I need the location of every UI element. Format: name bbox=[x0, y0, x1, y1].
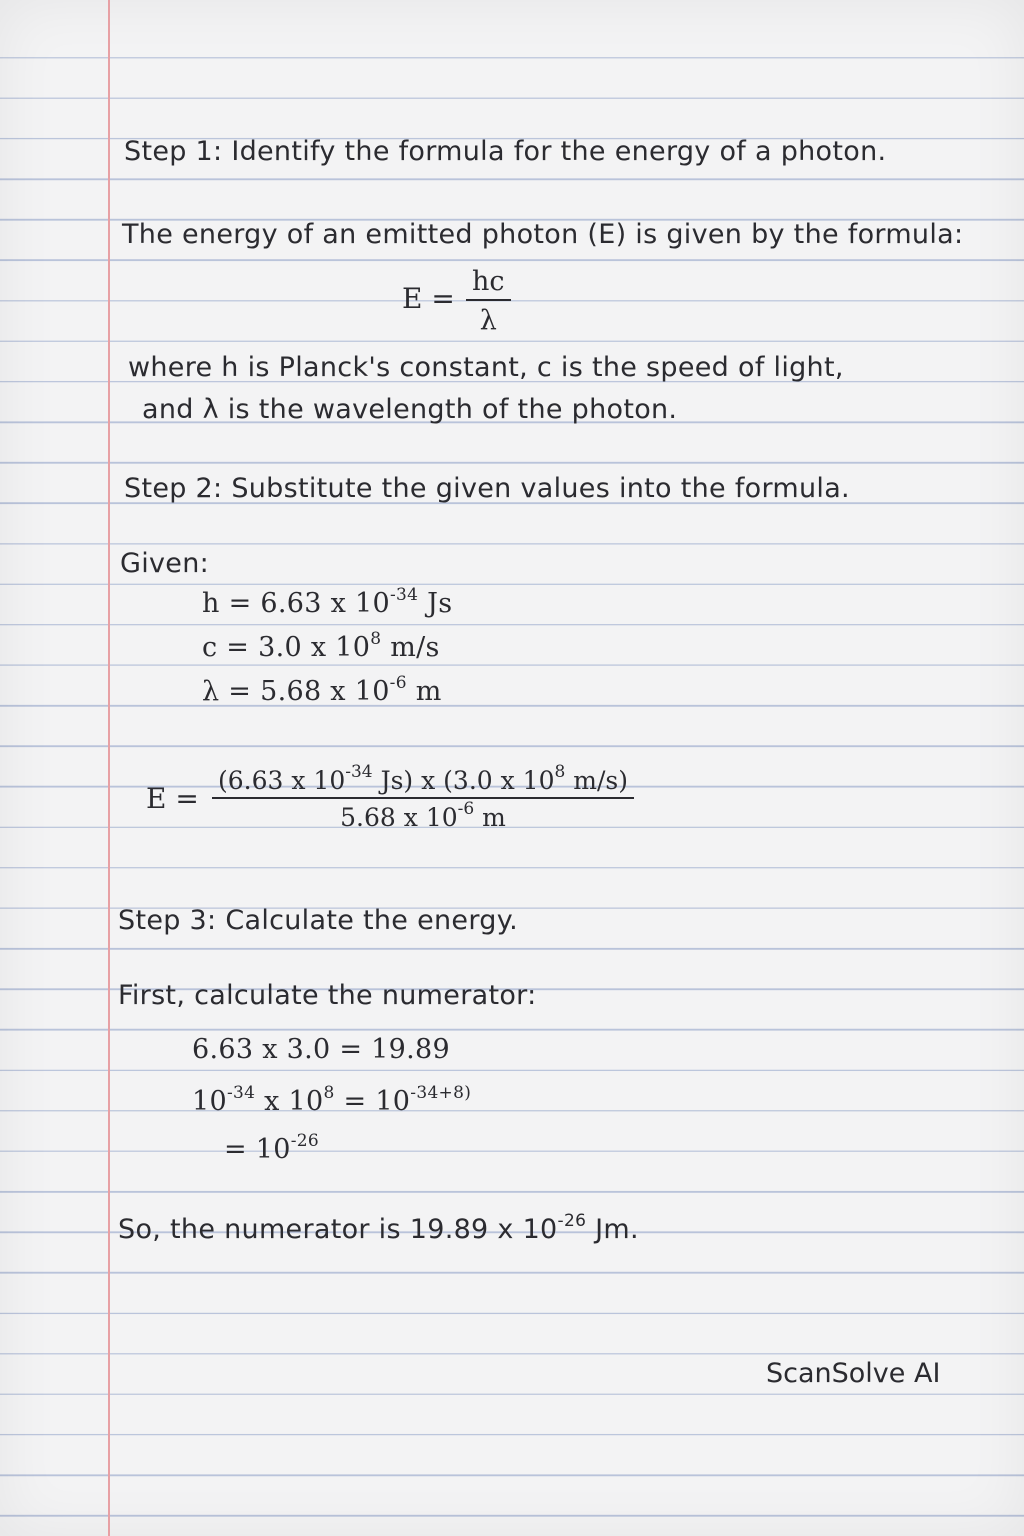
substitution-denominator: 5.68 x $10^{-6}$ m bbox=[340, 799, 506, 832]
substitution-numerator: (6.63 x $10^{-34}$ Js) x (3.0 x $10^8$ m/s) bbox=[212, 766, 634, 799]
calc-line-2: $10^{-34}$ x $10^8 = 10^{-34+8)}$ bbox=[192, 1083, 472, 1117]
conclusion-line: So, the numerator is 19.89 x $10^{-26}$ Jm. bbox=[118, 1211, 639, 1245]
step2-heading: Step 2: Substitute the given values into the formula. bbox=[124, 473, 850, 504]
given-lambda: λ = 5.68 x $10^{-6}$ m bbox=[202, 673, 442, 707]
given-h: h = 6.63 x $10^{-34}$ Js bbox=[202, 585, 453, 619]
step1-intro: The energy of an emitted photon (E) is given by the formula: bbox=[122, 219, 964, 250]
given-c: c = 3.0 x $10^8$ m/s bbox=[202, 629, 440, 663]
where-line-2: and λ is the wavelength of the photon. bbox=[142, 394, 678, 425]
step3-intro: First, calculate the numerator: bbox=[118, 980, 537, 1011]
signature-watermark: ScanSolve AI bbox=[766, 1358, 941, 1389]
calc-line-3: = $10^{-26}$ bbox=[224, 1131, 320, 1165]
formula-numerator: hc bbox=[466, 266, 511, 301]
formula-fraction bbox=[466, 266, 511, 336]
substitution-fraction bbox=[212, 762, 634, 832]
given-label: Given: bbox=[120, 548, 210, 579]
formula-denominator: λ bbox=[479, 305, 497, 336]
calc-line-1: 6.63 x 3.0 = 19.89 bbox=[192, 1034, 450, 1065]
step3-heading: Step 3: Calculate the energy. bbox=[118, 905, 519, 936]
red-margin-line bbox=[108, 0, 110, 1536]
step1-heading: Step 1: Identify the formula for the energy of a photon. bbox=[124, 136, 887, 167]
formula-lhs: E = bbox=[402, 282, 455, 315]
where-line-1: where h is Planck's constant, c is the speed of light, bbox=[128, 352, 844, 383]
substitution-lhs: E = bbox=[146, 782, 199, 815]
